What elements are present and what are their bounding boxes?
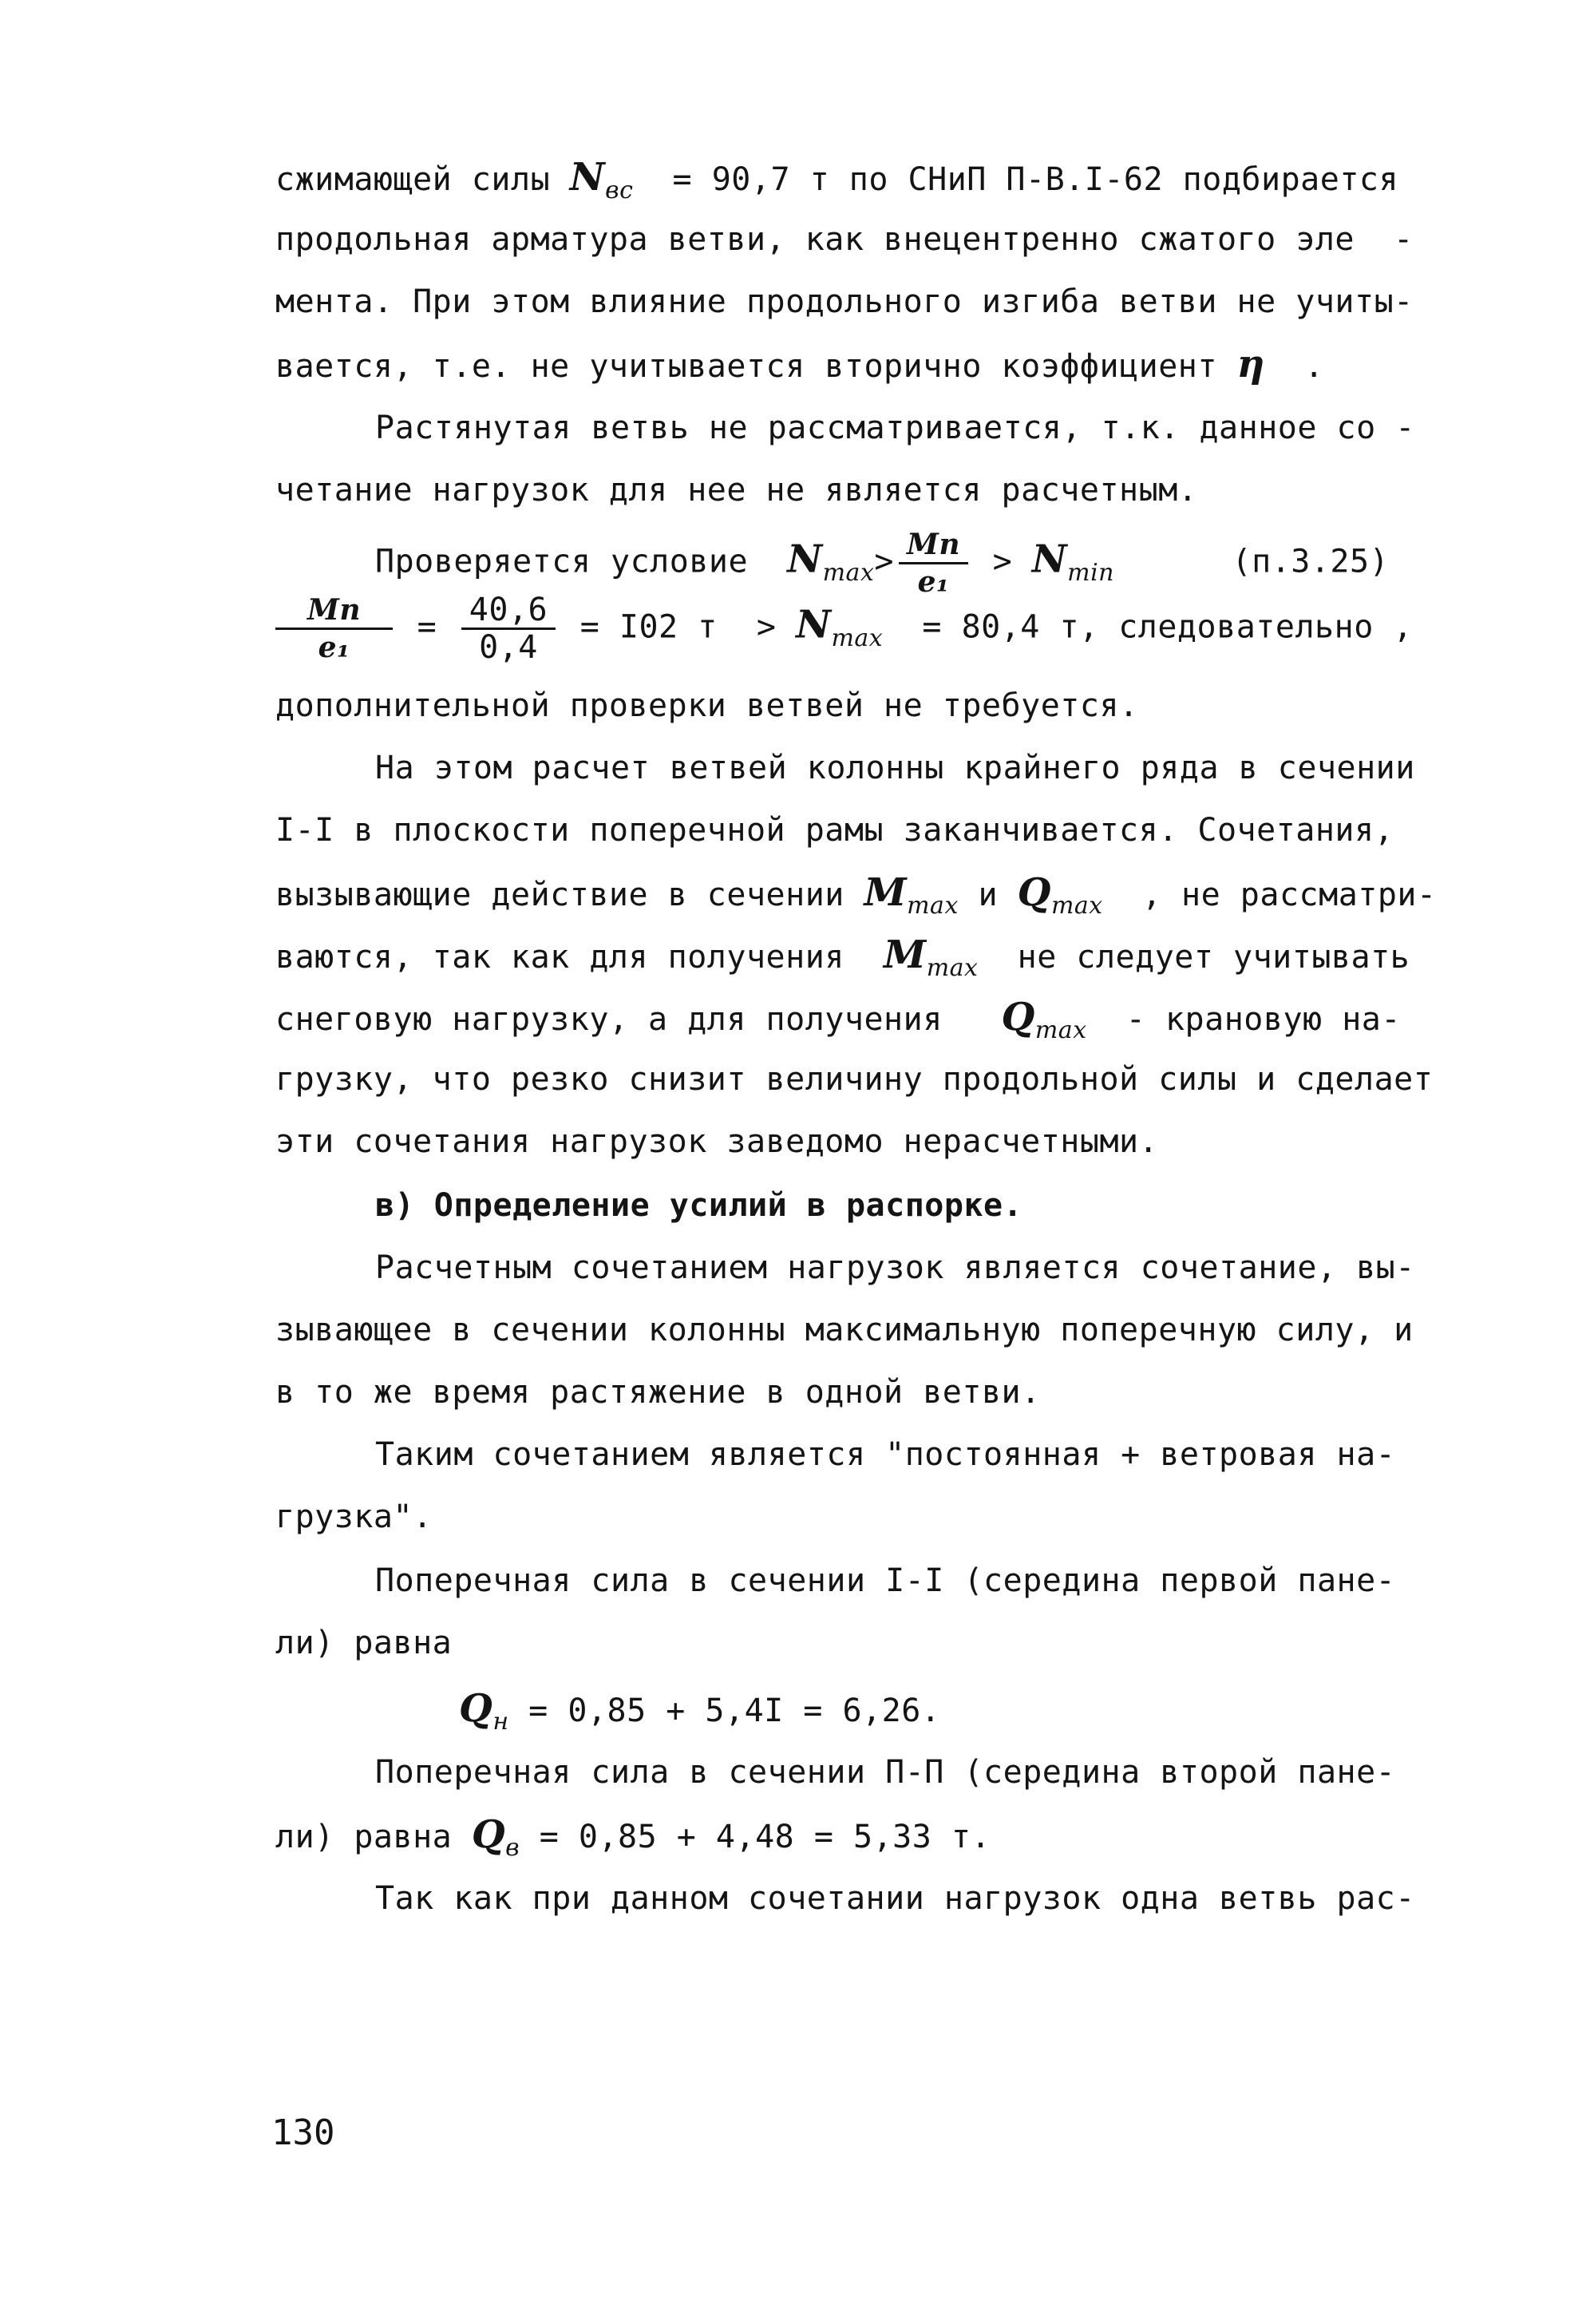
text-line: Поперечная сила в сечении П-П (середина второй пане- (375, 1754, 1396, 1791)
text-line: Таким сочетанием является "постоянная + ветровая на- (375, 1436, 1396, 1473)
text-line: ли) равна $Q_в = 0,85 + 4,48 = 5,33$ т. (275, 1812, 991, 1862)
page-number: 130 (271, 2112, 335, 2153)
text-line: зывающее в сечении колонны максимальную поперечную силу, и (275, 1312, 1414, 1348)
text-line: продольная арматура ветви, как внецентренно сжатого эле - (275, 221, 1414, 258)
fraction: $\frac{Mп}{\text{e₁}}$ (899, 527, 968, 600)
fraction: $\frac{40,6}{0,4}$ (461, 592, 556, 665)
text-line: Поперечная сила в сечении I-I (середина первой пане- (375, 1562, 1396, 1599)
text-line: в то же время растяжение в одной ветви. (275, 1374, 1041, 1411)
text-line: Так как при данном сочетании нагрузок одна ветвь рас- (375, 1880, 1415, 1917)
text-line: Растянутая ветвь не рассматривается, т.к. данное со - (375, 410, 1415, 446)
text-line: снеговую нагрузку, а для получения $Q_{max}$ - крановую на- (275, 995, 1401, 1044)
text-line: сжимающей силы $N_{вс} = 90,7$ т по СНиП П-В.I-62 подбирается (275, 155, 1399, 204)
text-line: четание нагрузок для нее не является расчетным. (275, 472, 1198, 509)
formula-condition: Проверяется условие $N_{max}>$ $\frac{Mп}{\text{e₁}}$ > $N_{min}$ (п.3.25) (375, 528, 1390, 599)
fraction: $\frac{Mп}{\text{e₁}}$ (275, 592, 393, 665)
text-line: вается, т.е. не учитывается вторично коэффициент η . (275, 342, 1324, 386)
text-line: эти сочетания нагрузок заведомо нерасчетными. (275, 1123, 1159, 1160)
text-line: дополнительной проверки ветвей не требуется. (275, 687, 1139, 724)
symbol-n: N (569, 155, 606, 200)
text-line: грузка". (275, 1499, 433, 1535)
text-line: ли) равна (275, 1625, 453, 1661)
section-heading: в) Определение усилий в распорке. (375, 1187, 1023, 1224)
text-line: На этом расчет ветвей колонны крайнего ряда в сечении (375, 750, 1415, 786)
text-line: мента. При этом влияние продольного изгиба ветви не учиты- (275, 283, 1414, 320)
text-line: грузку, что резко снизит величину продольной силы и сделает (275, 1061, 1434, 1098)
text-line: вызывающие действие в сечении $M_{max}$ и $Q_{max}$ , не рассматри- (275, 870, 1437, 920)
text-line: I-I в плоскости поперечной рамы заканчивается. Сочетания, (275, 812, 1394, 849)
formula-q1: $Q_н = 0,85 + 5,4I = 6,26$. (459, 1686, 941, 1736)
text-line: Расчетным сочетанием нагрузок является сочетание, вы- (375, 1249, 1415, 1286)
formula-check: $\frac{Mп}{\text{e₁}}$ = $\frac{40,6}{0,4}$ = I02 $т > N_{max} = 80,4$ т, следовательно , (275, 592, 1409, 665)
symbol-eta: η (1236, 342, 1265, 386)
text-line: ваются, так как для получения $M_{max}$ не следует учитывать (275, 932, 1410, 982)
